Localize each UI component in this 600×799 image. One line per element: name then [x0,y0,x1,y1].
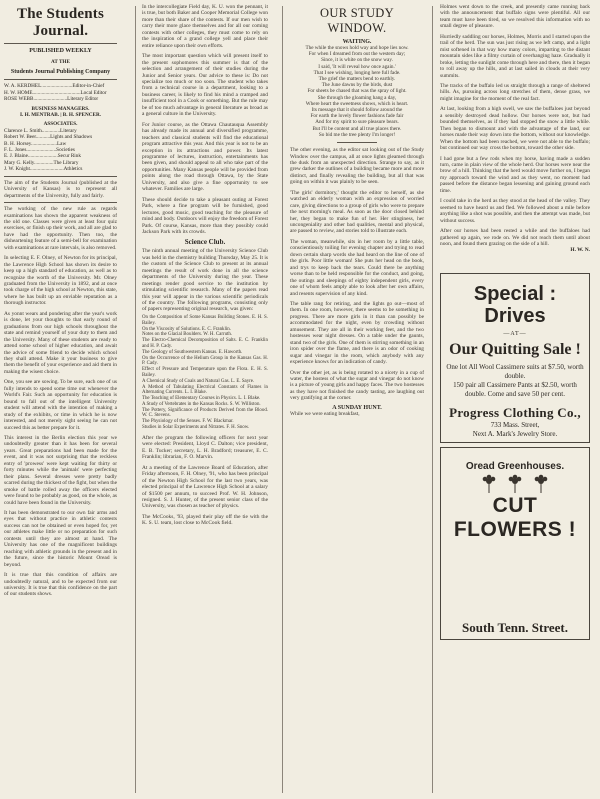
article-paragraph: In the intercollegiate Field day, K. U. won the pennant, it is true, but both Baker and Cooper Memorial College won more than their share of the contests. If our men wish to carry their more glace themselves and for all our coming contests with other colleges, they must come to rely on the inspiration of a grand college yell and place their entire reliance upon their own efforts. [142,4,268,49]
poem-line: Where heart the sweetness shows, which is heart. [305,100,409,107]
business-names: I. H. MENTRAB. | B. H. SPENCER. [20,112,101,119]
divider [4,202,117,203]
article-paragraph: These should decide to take a pleasant outing at Forest Park, where a fine program will be furnished, good lectures, good music, good teaching for the pleasure of mind and body. Outdoors will enjoy the freedom of Forest Park. Of course, Kansas, more than they possibly could Jackson Park with its crowds. [142,196,268,235]
signature: H. W. N. [570,247,590,254]
flower-icon [531,474,551,494]
poem-line: But I'll be content and all true places there. [312,125,402,132]
associate-line: Robert W. Beer...........Lights and Shadows [4,134,93,141]
ad-headline: Special : Drives [473,283,557,328]
cut-flowers-headline: CUT FLOWERS ! [453,494,577,542]
article-paragraph: This interest in the Berlin election this year we undoubtedly greater than it has been for several years. Great preparations had been made for the event, and it was not surprising that the reckless entry of 'prowess' were kept waiting for thirty or forty minutes while the 'animals' were perfecting their plans. Several dresses were pretty badly scarred during the thickest of the fight, but when the smoke of battle rolled away the officers elected were found to be probably as good, on the whole, as could have been found in the University. [4,435,117,506]
column-2 [142,4,268,795]
science-club-heading: Science Club. [184,238,226,247]
section-title: OUR STUDY WINDOW. [320,6,394,35]
article-paragraph: One, you see are sowing. To be sure, each one of us fully intends to spend some time out whenever the World's Fair. Such an opportunity for education is bound to fall out of the intelligent University student will attend with the intention of making a study of the exhibits, or time in which he is now interested, and not merely sight seeing he can not succeed this as better prepare for it. [4,379,117,431]
greenhouse-address: South Tenn. Street. [462,620,568,636]
article-paragraph: At last, looking from a high swell, we saw the buffaloes just beyond a sensibly destroyed dead hollow. Our horses were not, but had bounded themselves, as if they had stopped the snow a little while. Then began to dismount and with the advantage of the land, our horses made their way down into the bottom, without our knowledge. When the bottom had been reached, we were not able to the buffalo; but continued our way cross the bottom, toward the other side. [440,106,590,152]
poem-line: The grief the matters bend to earthly. [318,76,396,83]
divider [337,142,377,143]
poem-title: WAITING. [342,39,372,45]
published-line: PUBLISHED WEEKLY [29,48,92,54]
article-paragraph: The other evening, as the editor sat looking out of the Study Window over the campus, all at once lights gleamed through the dusk from an unexpected direction. Strange to say, as it grew darker the outlines of a building became more and more distinct, and finally revealing the building, but all that was going on within it was plainly to be seen. [290,147,424,186]
article-paragraph: I had gone but a few rods when my horse, having made a sudden turn, came in plain view of the whole herd. Our horses were near the brow of a hill. Thinking that the herd would move further on, I began my approach toward the wind and as they went, no moment had passed before the distance began lessening and gaining ground each time. [440,155,590,194]
business-heading: BUSINESS MANAGERS. [31,105,90,112]
article-paragraph: The most important question which will present itself to the present sophomores this summer is that of the selection and arrangement of their studies during the Junior and Senior years. Our advice to these is: Do not specialize too much or too soon. The student who takes from a technical course in a department, looking to a business career, is likely to find his mind a cramped and insufficient tool in a Cook or something. But the rule may be of too much advantage in general literature as broad as a general culture in the University. [142,53,268,118]
divider [4,79,117,80]
poem-line: That I see wishing, longing here full fade. [313,69,401,76]
poem-line: She through the gloaming hang a day, [317,94,397,101]
flower-icon [479,474,499,494]
column-rule [135,6,136,793]
associate-line: E. J. Blaine.......................Secur Rink [4,153,81,160]
associate-line: B. H. Horsey....................Law [4,140,67,147]
article-paragraph: The tracks of the buffalo led us straight through a range of sheltered hills. As, pursuing across long stretches of them, dense grass, we might imagine for the moment of the real fact. [440,82,590,102]
article-paragraph: The woman, meanwhile, sits in her room by a little table, conscientiously toiling for evening chapter and trying to read down certain sharp words she had heard on the line of one of the girls. Poor little woman! She puts her head on the book, and trys to keep back the tears. Could there be anything worse than to be held responsible for the conduct, and going, the outings and sleepings of eighty independent girls, every one of whom feels amply able to look after her own affairs, and resents supervision of any kind. [290,238,424,297]
article-paragraph: The McCooks, '93, played their play off the tie with the K. S. U. team, lost close to McCook field. [142,513,268,527]
poem-line: The June dawns by the birds, dust [321,82,393,89]
poem-line: Its message that it should follow around the [311,107,403,114]
publisher-name: Students Journal Publishing Company [10,69,111,76]
article-paragraph: It is true that this condition of affairs are undoubtedly natural, and to be expected from our university. It is true that this confidence on the part of our students shows. [4,572,117,598]
article-paragraph: I could take in the herd as they stood at the head of the valley. They seemed to have heard us and fled. We followed about a mile before anything like a shot was possible, and then the attempt was made, but without success. [440,198,590,224]
sub-title: A SUNDAY HUNT. [332,404,382,411]
divider [4,43,117,44]
poem-line: I said, 'It will reveal how once again.' [318,63,396,70]
article-paragraph: The table rang for retiring, and the lights go out—most of them. In one room, however, there seems to be something in progress. There are more girls in it than can possibly be accommodated for the night, even by crowding without amusement. They are all in their working feet, and the two hostesses wear night dresses. On a table under the gaunts, stand two of the girls. One of them is stirring something in an iron spider over the flame, and there is an odor of cooking sugar and vinegar in the room, which anybody with any experience knows for an indication of candy. [290,301,424,366]
article-paragraph: Over the other jet, as is being rotated to a nicety in a cup of water, the hostess of what the sugar and vinegar do not know is a picture of young girls and happy faces. The two hostesses as they have not finished the candy tasting, are laughing out very gratifying at the corner. [290,369,424,402]
article-paragraph: The ninth annual meeting of the University Science Club was held in the chemistry building Thursday, May 25. It is the custom of the Science Club to present at its annual meetings the result of work done in all the science departments of the University during the year. These meetings render good service to the institution by stimulating scientific research. Many of the papers read this year will appear in the various scientific periodicals of the country. The following programs, consisting only of papers representing original research, was given: [142,248,268,313]
article-paragraph: At a meeting of the Lawrence Board of Education, after Friday afternoon, F. H. Olney, '91, who has been principal of the Newton High School for the last two years, was elected principal of the Lawrence High School at a salary of $1500 per annum, to succeed Prof. W. H. Johnson, resigned. S. J. Hunter, of the present senior class of the University, was chosen as teacher of physics. [142,464,268,510]
article-paragraph: The working of the new rule as regards examinations has shown the apparent weakness of the old one. Classes were given at least four quiz exercises, or finish up their work, and all are glad to have had the opportunity. Then too, the disheartening feature of a semi-bell for examination with examinations at rare intervals, is also removed. [4,206,117,251]
associate-line: J. W. Knight..........................Athletics [4,166,83,173]
article-paragraph: Holmes went down to the creek, and presently came running back with the announcement that buffalo signs were plentiful. All our team must have been tired, so we resolved this information with no small degree of pleasure. [440,4,590,30]
notice: The aim of the Students Journal (published at the University of Kansas) is to represent all departments of the University, fully and fairly. [4,179,117,199]
ad-at: —AT— [503,331,527,338]
column-rule [282,6,283,793]
article-paragraph: Hurriedly saddling our horses, Holmes, Morris and I started upon the trail of the herd. The sun was just rising as we left camp, and a light mist softened in that way how many colors, imparting to the distant mountain sides like a filmy curtain of overhanging haze. Gradually it broke, letting the sunlight come through here and there, then it began to roll away up the hills, and at last sailed in clouds at their very summits. [440,33,590,79]
staff-line: H. W. HOME.....................................Local Editor [4,89,107,96]
ad-address: 733 Mass. Street, Next A. Mark's Jewelry Store. [472,421,558,439]
column-3 [290,4,424,795]
poem-line: For sheets be chased that was the spray of light. [307,88,407,95]
column-1 [4,4,117,795]
poem [290,45,424,138]
flower-icon [505,474,525,494]
column-4 [440,4,590,795]
article-paragraph: In selecting E. F. Olney, of Newton for its principal, the Lawrence High School has shown its desire to keep up a high standard of education, as well as to recognize the worth of the University. Mr. Olney graduated from the University in 1892, and at once took charge of the high school at Newton, this state, where he has built up an enviable reputation as a thorough instructor. [4,255,117,307]
associates-heading: ASSOCIATES. [43,121,78,128]
article-paragraph: It has been demonstrated to our own fair arms and eyes that without practice in athletic contests success can not be obtained or even hoped for, yet our athletes make little or no preparation for such contests until they are almost at hand. The University has one of the magnificent buildings reaching with athletic grounds in the present and in the future, since the historic Mount Oread is beyond. [4,509,117,568]
associates-list [4,128,117,173]
ad-offer: One lot All Wool Cassimere suits at $7.50, worth double. 150 pair all Cassimere Pants at $2.50, worth double. Come and save 50 per cent. [446,363,584,399]
associate-line: F. L. Jones.......................Societies [4,147,75,154]
poem-line: For when I dreamed from out the western day; [308,51,406,58]
flower-illustration [444,474,586,494]
article-paragraph: After our horses had been rested a while and the buffaloes had gathered up again, we rode on. We did not reach them until about noon, and found them grazing on the side of a hill. [440,228,590,247]
poem-line: For earth the lovely flower fashions fade fair [310,113,404,120]
article-paragraph: While we were eating breakfast, [290,410,360,417]
greenhouse-advertisement [440,447,590,640]
divider [4,176,117,177]
associate-line: Mary G. Kelly...............The Library [4,159,79,166]
masthead: The Students Journal. [16,6,104,39]
poem-line: The while the snows hold way and hope lies now. [305,45,409,51]
article-paragraph: For Junior course, as the Ottawa Chautauqua Assembly has already made its annual and diversified programme, teachers and classical students will find the educational program attractive this year. And this year is not to be an exception in its attractions and power. Its latest programme of lectures, instruction, entertainments has been given, and should appeal to all who take part of the opportunities. Many Kansas people will be provided from points along the road through Ottawa, by the State University, and also give a fine opportunity to see whatever. Families are large. [142,121,268,193]
greenhouse-name: Oread Greenhouses. [465,461,565,473]
article-paragraph: As yonnt wears and pondering after the year's work is done, let your thoughts to that early round of graduations from our high schools throughout the state and remind yourself of your duty to them and the University. Many of these students are ready to attend some school of higher education, and await the advice of some friend to decide which school they shall attend. Make it your business to give them the benefit of your experience and aid them in making the wisest choice. [4,310,117,375]
column-rule [432,6,433,793]
article-paragraph: 'The girls' dormitory,' thought the editor to herself, as she watched an elderly woman with an expression of worried care, giving directions to a group of girls who were to prepare the next morning's meal. As soon as the door closed behind her, they began to make fun of her. Her stinginess, her uncongeniality and other bad qualities, mental and physical, are passed to review, and stories told to illustrate each. [290,189,424,235]
staff-list [4,83,117,102]
science-program: On the Composition of Some Kansas Building Stones. E. H. S. Bailey. On the Viscosity of Solutions. E. C. Franklin. Notes on the Glacial Boulders. W. H. Carruth. The Electro-Chemical Decomposition of Salts. E. C. Franklin and H. P. Cady. The Geology of Southwestern Kansas. E. Haworth. On the Occurrence of the Helium Group in the Kansas Gas. H. P. Cady. Effect of Pressure and Temperature upon the Flora. E. H. S. Bailey. A Chemical Study of Coals and Natural Gas. L. E. Sayre. A Method of Tabulating Electrical Constants of Flames in Alternating Currents. L. I. Blake. The Teaching of Elementary Courses in Physics. L. I. Blake. A Study of Vertebrates in the Kansas Rocks. S. W. Williston. The Pottery, Significance of Products Derived from the Blood. W. C. Stevens. The Physiology of the Senses. F. W. Blackmar. Studies in Solar Experiments and Nitrates. F. H. Snow. [142,314,268,431]
staff-line: W. A. KERDHEL........................Editor-in-Chief [4,83,105,90]
article-paragraph: After the program the following officers for next year were elected: President, Lloyd C. Dalton; vice president, E. B. Tucker; secretary, L. H. Bradford; treasurer, E. C. Franklin; librarian, F. O. Marvin. [142,434,268,461]
associate-line: Clarence L. Smith..............Literary [4,127,77,134]
clothing-advertisement [440,273,590,443]
poem-line: And for my spirit to sure pleasure bears. [315,119,399,126]
published-at: AT THE [51,59,70,65]
poem-line: So bid me the tree plenty I'm longer! [318,131,396,138]
staff-line: ROSE WEBB..........................Literary Editor [4,96,99,103]
ad-store-name: Progress Clothing Co., [449,405,581,421]
ad-subheadline: Our Quitting Sale ! [449,341,581,359]
poem-line: Since, it is white on the snow way. [321,57,393,64]
